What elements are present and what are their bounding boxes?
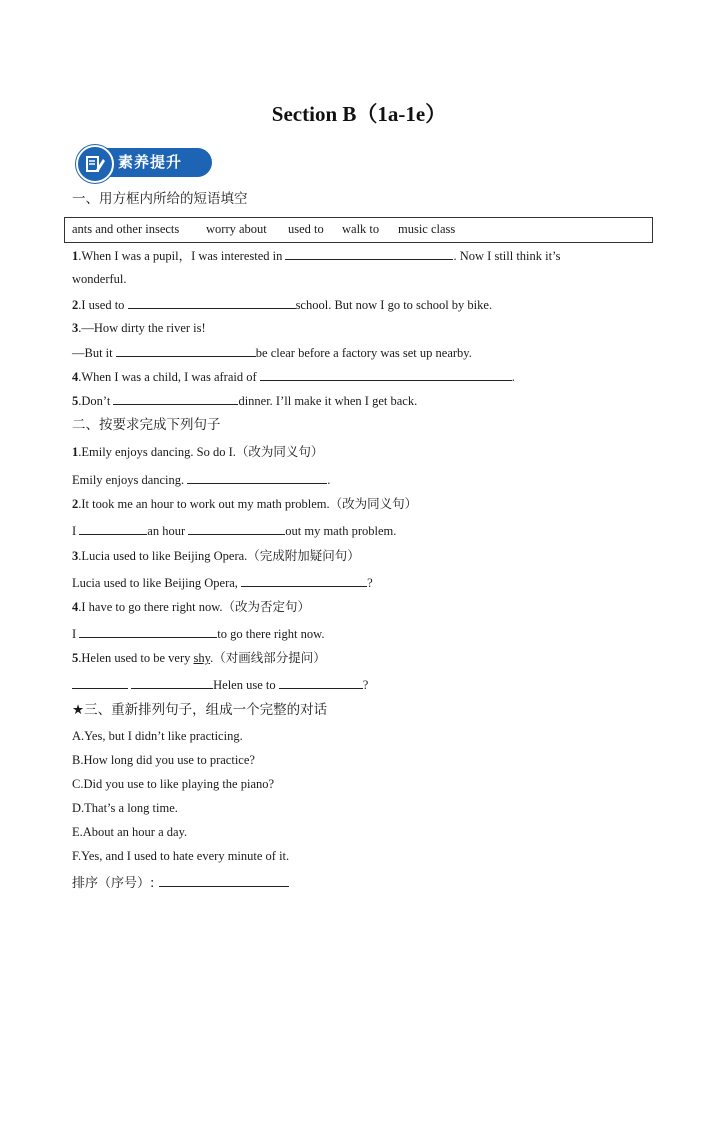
- question-text: .Emily enjoys dancing. So do I.（改为同义句）: [78, 445, 324, 459]
- answer-blank[interactable]: [72, 675, 128, 689]
- question-text: be clear before a factory was set up nearby.: [255, 346, 472, 360]
- question-text: .I have to go there right now.（改为否定句）: [78, 600, 311, 614]
- answer-blank[interactable]: [279, 675, 363, 689]
- order-label: 排序（序号）:: [72, 876, 159, 891]
- question-text: —But it: [72, 346, 116, 360]
- question-text: Lucia used to like Beijing Opera,: [72, 576, 242, 590]
- badge-label: 素养提升: [118, 153, 183, 171]
- answer-blank[interactable]: [159, 873, 289, 887]
- p1-q1: [72, 246, 560, 265]
- p2-q5-answer: [72, 675, 368, 694]
- p2-q5: [72, 649, 326, 667]
- question-text: .Lucia used to like Beijing Opera.（完成附加疑问句）: [78, 549, 360, 563]
- answer-blank[interactable]: [285, 246, 453, 260]
- question-text: school. But now I go to school by bike.: [295, 298, 493, 312]
- question-text: .When I was a pupil，I was interested in: [78, 249, 286, 263]
- p2-q2: [72, 495, 417, 513]
- question-text: Emily enjoys dancing.: [72, 473, 188, 487]
- question-text: I: [72, 627, 80, 641]
- question-text: .Don’t: [78, 394, 114, 408]
- question-text: to go there right now.: [217, 627, 325, 641]
- p1-q2: [72, 295, 492, 314]
- dialogue-option: D.That’s a long time.: [72, 801, 178, 815]
- dialogue-option: C.Did you use to like playing the piano?: [72, 777, 275, 791]
- word-box: [64, 217, 653, 243]
- question-number: 3: [72, 321, 79, 335]
- answer-blank[interactable]: [131, 675, 213, 689]
- answer-blank[interactable]: [116, 343, 256, 357]
- question-text: .When I was a child, I was afraid of: [78, 370, 260, 384]
- p1-q3: [72, 319, 206, 337]
- section-badge: [76, 145, 212, 179]
- question-text: an hour: [147, 524, 189, 538]
- word-box-item: worry about: [206, 222, 267, 236]
- question-text: .: [511, 370, 515, 384]
- question-text: .It took me an hour to work out my math problem.（改为同义句）: [78, 497, 418, 511]
- page-title: Section B（1a-1e）: [271, 102, 447, 126]
- answer-blank[interactable]: [188, 521, 285, 535]
- answer-blank[interactable]: [113, 391, 238, 405]
- answer-blank[interactable]: [79, 521, 147, 535]
- question-number: 3: [72, 549, 79, 563]
- p1-q1-cont: wonderful.: [72, 272, 127, 286]
- question-number: 5: [72, 394, 79, 408]
- answer-blank[interactable]: [128, 295, 296, 309]
- p2-q4: [72, 598, 310, 616]
- p2-q2-answer: [72, 521, 396, 540]
- answer-blank[interactable]: [260, 367, 512, 381]
- question-number: 1: [72, 249, 79, 263]
- question-text: dinner. I’ll make it when I get back.: [238, 394, 418, 408]
- p2-q1: [72, 443, 323, 461]
- question-text: ?: [362, 678, 369, 692]
- question-text: .—How dirty the river is!: [78, 321, 206, 335]
- part3-heading: ★三、重新排列句子，组成一个完整的对话: [72, 702, 328, 718]
- part1-heading: 一、用方框内所给的短语填空: [72, 191, 248, 207]
- dialogue-option: E.About an hour a day.: [72, 825, 188, 839]
- dialogue-option: F.Yes, and I used to hate every minute of it.: [72, 849, 290, 863]
- word-box-item: music class: [398, 222, 456, 236]
- word-box-item: used to: [288, 222, 324, 236]
- question-text: Helen use to: [213, 678, 279, 692]
- p2-q4-answer: [72, 624, 324, 643]
- word-box-item: walk to: [342, 222, 380, 236]
- p1-q3-reply: [72, 343, 472, 362]
- question-text: .: [327, 473, 331, 487]
- question-number: 2: [72, 497, 79, 511]
- question-number: 4: [72, 370, 79, 384]
- question-text: . Now I still think it’s: [453, 249, 561, 263]
- p2-q3-answer: [72, 573, 373, 592]
- question-text: I: [72, 524, 80, 538]
- p1-q5: [72, 391, 417, 410]
- pencil-document-icon: [84, 153, 106, 175]
- answer-blank[interactable]: [241, 573, 367, 587]
- p1-q4: [72, 367, 515, 386]
- part2-heading: 二、按要求完成下列句子: [72, 417, 221, 433]
- answer-blank[interactable]: [79, 624, 217, 638]
- order-answer-row: [72, 873, 289, 893]
- p2-q3: [72, 547, 360, 565]
- answer-blank[interactable]: [187, 470, 327, 484]
- dialogue-option: A.Yes, but I didn’t like practicing.: [72, 729, 243, 743]
- question-text: ?: [367, 576, 373, 590]
- badge-circle: [76, 145, 114, 183]
- dialogue-option: B.How long did you use to practice?: [72, 753, 255, 767]
- question-text: out my math problem.: [285, 524, 397, 538]
- question-text: .（对画线部分提问）: [210, 651, 326, 665]
- question-number: 1: [72, 445, 79, 459]
- question-text: .I used to: [78, 298, 128, 312]
- word-box-item: ants and other insects: [72, 222, 180, 236]
- question-text: .Helen used to be very: [78, 651, 194, 665]
- underlined-word: shy: [193, 651, 211, 665]
- question-number: 5: [72, 651, 79, 665]
- question-number: 4: [72, 600, 79, 614]
- p2-q1-answer: [72, 470, 330, 489]
- question-number: 2: [72, 298, 79, 312]
